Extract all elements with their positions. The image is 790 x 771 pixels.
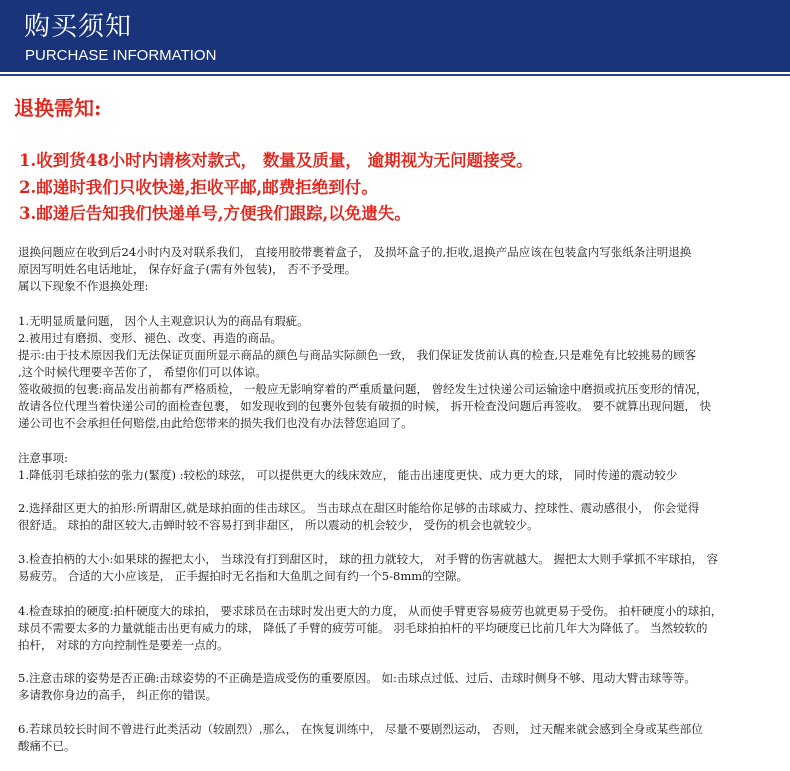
body-line: 退换问题应在收到后24小时内及对联系我们， 直接用胶带裹着盒子， 及损坏盒子的,拒收,退换产品应该在包装盒内写张纸条注明退换 <box>18 245 692 259</box>
return-notice-title: 退换需知: <box>14 96 102 120</box>
body-line: 属以下现象不作退换处理: <box>18 279 149 293</box>
body-line: 递公司也不会承担任何赔偿,由此给您带来的损失我们也没有办法替您追回了。 <box>18 416 413 430</box>
header-divider <box>0 74 790 76</box>
body-line: 3.检查拍柄的大小:如果球的握把太小， 当球没有打到甜区时， 球的扭力就较大， 对手臂的伤害就越大。 握把太大则手掌抓不牢球拍， 容 <box>18 552 719 566</box>
body-line: 很舒适。 球拍的甜区较大,击蝉时较不容易打到非甜区， 所以震动的机会较少， 受伤的机会也就较少。 <box>18 518 539 532</box>
body-line: 6.若球员较长时间不曾进行此类活动（较剧烈）,那么， 在恢复训练中， 尽量不要剧烈运动， 否则， 过天醒来就会感到全身或某些部位 <box>18 722 703 736</box>
body-line: 2.选择甜区更大的拍形:所谓甜区,就是球拍面的佳击球区。 当击球点在甜区时能给你足够的击球威力、控球性、震动感很小， 你会觉得 <box>18 501 700 515</box>
body-line: 1.无明显质量问题， 因个人主观意识认为的商品有瑕疵。 <box>18 314 309 328</box>
header-title: 购买须知 <box>24 12 133 42</box>
body-line: 多请教你身边的高手， 纠正你的错误。 <box>18 688 218 702</box>
body-line: 4.检查球拍的硬度:拍杆硬度大的球拍， 要求球员在击球时发出更大的力度， 从而使手臂更容易疲劳也就更易于受伤。 拍杆硬度小的球拍， <box>18 604 723 618</box>
body-line: 故请各位代理当着快递公司的面检查包裹， 如发现收到的包裹外包装有破损的时候， 拆开检查没问题后再签收。 要不就算出现问题， 快 <box>18 399 712 413</box>
body-line: 5.注意击球的姿势是否正确:击球姿势的不正确是造成受伤的重要原因。 如:击球点过低、过后、击球时侧身不够、甩动大臂击球等等。 <box>18 671 696 685</box>
body-line: 球员不需要太多的力量就能击出更有威力的球， 降低了手臂的疲劳可能。 羽毛球拍拍杆的平均硬度已比前几年大为降低了。 当然较软的 <box>18 621 708 635</box>
header-banner <box>0 0 790 72</box>
body-line: 提示:由于技术原因我们无法保证页面所显示商品的颜色与商品实际颜色一致， 我们保证发货前认真的检查,只是难免有比较挑易的顾客 <box>18 348 697 362</box>
body-line: 原因写明姓名电话地址， 保存好盒子(需有外包装)， 否不予受理。 <box>18 262 357 276</box>
body-line: 签收破损的包裹:商品发出前都有严格质检， 一般应无影响穿着的严重质量问题， 曾经发生过快递公司运输途中磨损或抗压变形的情况， <box>18 382 708 396</box>
body-line: 拍杆， 对球的方向控制性是要差一点的。 <box>18 638 229 652</box>
body-line: 注意事项: <box>18 451 68 465</box>
body-line: 1.降低羽毛球拍弦的张力(緊度) :较松的球弦， 可以提供更大的线床效应， 能击出速度更快、成力更大的球， 同时传递的震动较少 <box>18 468 678 482</box>
return-notice-item-2: 2.邮递时我们只收快递,拒收平邮,邮费拒绝到付。 <box>19 178 378 197</box>
return-notice-item-3: 3.邮递后告知我们快递单号,方便我们跟踪,以免遗失。 <box>19 204 411 223</box>
body-line: 易疲劳。 合适的大小应该是， 正手握拍时无名指和大鱼肌之间有约一个5-8mm的空隙。 <box>18 569 469 583</box>
header-subtitle: PURCHASE INFORMATION <box>25 47 217 64</box>
body-line: 酸痛不已。 <box>18 739 76 753</box>
body-line: 2.被用过有磨损、变形、褪色、改变、再造的商品。 <box>18 331 282 345</box>
return-notice-item-1: 1.收到货48小时内请核对款式， 数量及质量， 逾期视为无问题接受。 <box>19 151 533 170</box>
body-line: ,这个时候代理要辛苦你了， 希望你们可以体谅。 <box>18 365 267 379</box>
